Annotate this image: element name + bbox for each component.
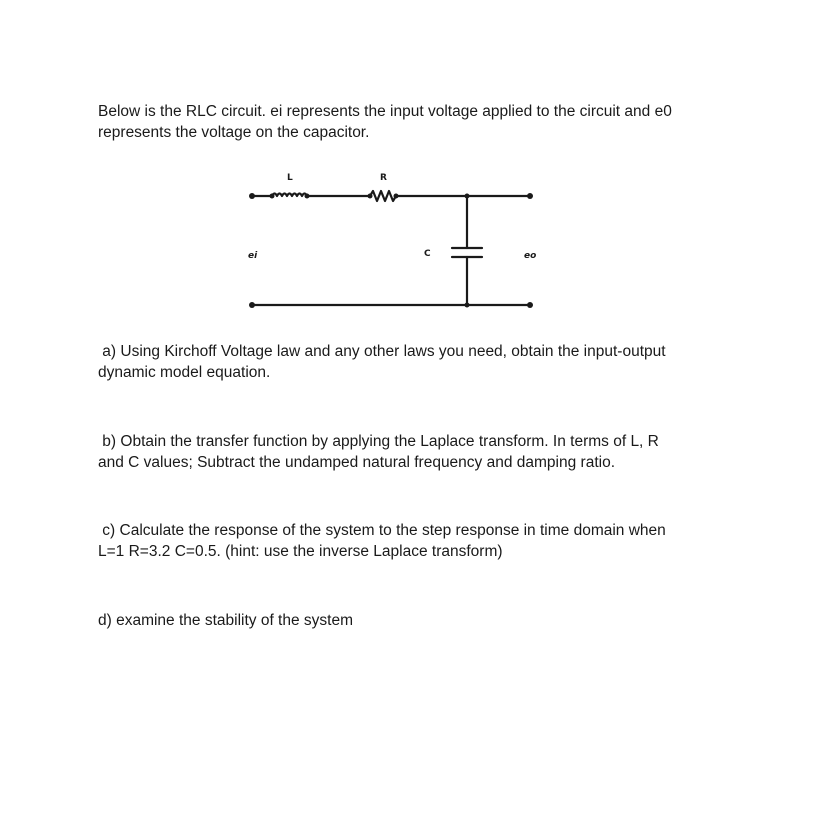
node-capacitor-top [465,194,470,199]
terminal-top-left [249,193,255,199]
terminal-bottom-right [527,302,533,308]
capacitor-label: C [424,249,431,259]
question-c-line-2: L=1 R=3.2 C=0.5. (hint: use the inverse Laplace transform) [98,543,503,560]
question-b [98,431,758,473]
question-d [98,610,758,631]
node-inductor-end [305,194,310,199]
question-d-line-1: d) examine the stability of the system [98,612,354,629]
inductor-coil [272,194,307,197]
question-c-line-1: c) Calculate the response of the system to the step response in time domain when [98,522,666,539]
terminal-bottom-left [249,302,255,308]
terminal-top-right [527,193,533,199]
question-a-line-1: a) Using Kirchoff Voltage law and any other laws you need, obtain the input-output [98,343,666,360]
intro-paragraph [98,101,758,143]
inductor-label: L [287,173,293,183]
node-resistor-start [368,194,373,199]
question-a [98,341,758,383]
question-b-line-1: b) Obtain the transfer function by applying the Laplace transform. In terms of L, R [98,433,659,450]
question-a-line-2: dynamic model equation. [98,364,271,381]
resistor-label: R [380,173,387,183]
node-inductor-start [270,194,275,199]
resistor-zigzag [370,191,396,201]
intro-line-1: Below is the RLC circuit. ei represents the input voltage applied to the circuit and e0 [98,103,672,120]
output-voltage-label: eo [524,251,537,261]
intro-line-2: represents the voltage on the capacitor. [98,124,370,141]
question-c [98,520,758,562]
node-resistor-end [394,194,399,199]
node-capacitor-bottom [465,303,470,308]
question-b-line-2: and C values; Subtract the undamped natural frequency and damping ratio. [98,454,615,471]
input-voltage-label: ei [248,251,258,261]
rlc-circuit-diagram [230,160,550,320]
